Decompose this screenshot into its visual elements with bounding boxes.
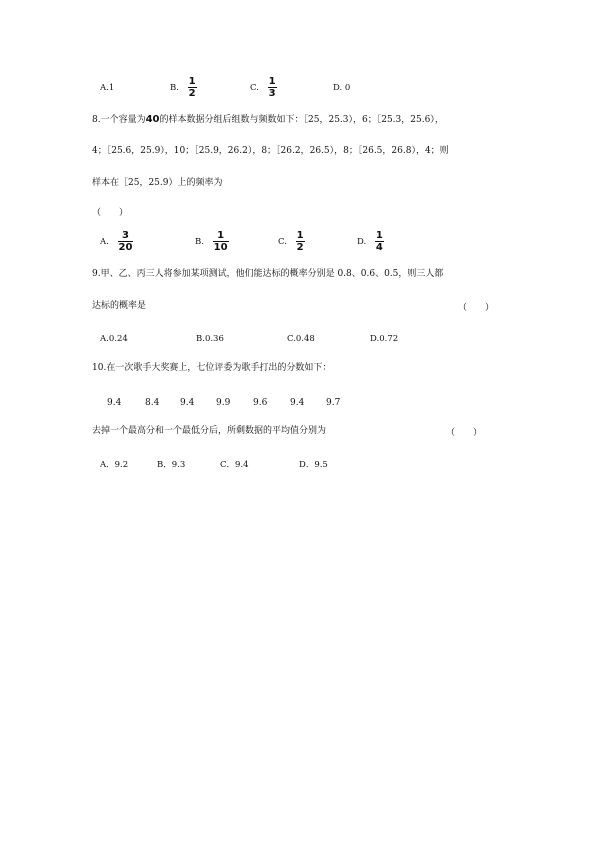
q10-score: 9.6 [253,398,268,408]
q10-option-d: D．9.5 [299,460,328,470]
q9-line-1: 9.甲、乙、丙三人将参加某项测试，他们能达标的概率分别是 0.8、0.6、0.5，则三人都 [92,269,444,279]
q10-option-c: C．9.4 [220,460,249,470]
q9-option-a: A.0.24 [100,334,128,344]
fraction-numerator: 3 [122,230,129,241]
q9-option-b: B.0.36 [196,334,224,344]
q8-line-1-prefix: 8.一个容量为 [92,115,146,125]
q8-option-a-fraction [118,230,134,253]
q7-option-c-label: C. [250,83,259,93]
q7-option-b-fraction [188,76,197,99]
q8-option-d [357,230,384,253]
q10-option-a: A．9.2 [100,460,129,470]
q8-line-1-suffix: 的样本数据分组后组数与频数如下：［25，25.3），6；［25.3，25.6）， [159,115,444,125]
q9-option-d: D.0.72 [370,334,399,344]
q8-option-a [100,230,133,253]
q7-option-d: D. 0 [333,83,351,93]
q7-option-b [170,76,197,99]
q8-option-d-fraction [375,230,384,253]
q8-option-d-label: D. [357,237,367,247]
q10-score: 9.7 [326,398,341,408]
fraction-denominator: 2 [188,88,196,99]
fraction-numerator: 1 [268,76,276,87]
q8-option-c [278,230,305,253]
fraction-numerator: 1 [296,230,304,241]
q9-answer-paren: （ ） [458,303,495,313]
q8-line-1 [92,114,444,126]
q8-line-2: 4；［25.6，25.9），10；［25.9，26.2），8；［26.2，26.5），8；［26.5，26.8），4；则 [92,146,449,156]
fraction-denominator: 20 [118,242,133,253]
q7-option-c [250,76,277,99]
q10-score: 9.4 [180,398,195,408]
q8-option-b-label: B. [195,237,204,247]
q8-option-a-label: A. [100,237,109,247]
q10-score: 9.4 [290,398,305,408]
fraction-numerator: 1 [188,76,196,87]
q8-option-b [195,230,229,253]
q10-option-b: B．9.3 [157,460,186,470]
q8-option-c-fraction [296,230,305,253]
q9-option-c: C.0.48 [287,334,315,344]
q10-answer-paren: （ ） [446,428,483,438]
fraction-numerator: 1 [375,230,383,241]
q8-option-b-fraction [213,230,229,253]
q8-sample-size: 40 [145,114,160,125]
fraction-numerator: 1 [217,230,225,241]
fraction-denominator: 4 [375,242,383,253]
q7-option-b-label: B. [170,83,179,93]
q10-score: 8.4 [145,398,160,408]
fraction-denominator: 2 [296,242,304,253]
fraction-denominator: 10 [213,242,228,253]
q7-option-a: A.1 [100,83,115,93]
q10-score: 9.9 [216,398,231,408]
q9-line-2: 达标的概率是 [92,301,147,311]
q8-option-c-label: C. [278,237,287,247]
q7-option-c-fraction [268,76,277,99]
q10-line-2: 去掉一个最高分和一个最低分后，所剩数据的平均值分别为 [92,426,327,436]
q10-line-1: 10.在一次歌手大奖赛上，七位评委为歌手打出的分数如下： [92,363,332,373]
q8-answer-paren: （ ） [92,208,129,218]
q8-line-3: 样本在［25，25.9）上的频率为 [92,178,223,188]
q10-score: 9.4 [107,398,122,408]
fraction-denominator: 3 [268,88,276,99]
